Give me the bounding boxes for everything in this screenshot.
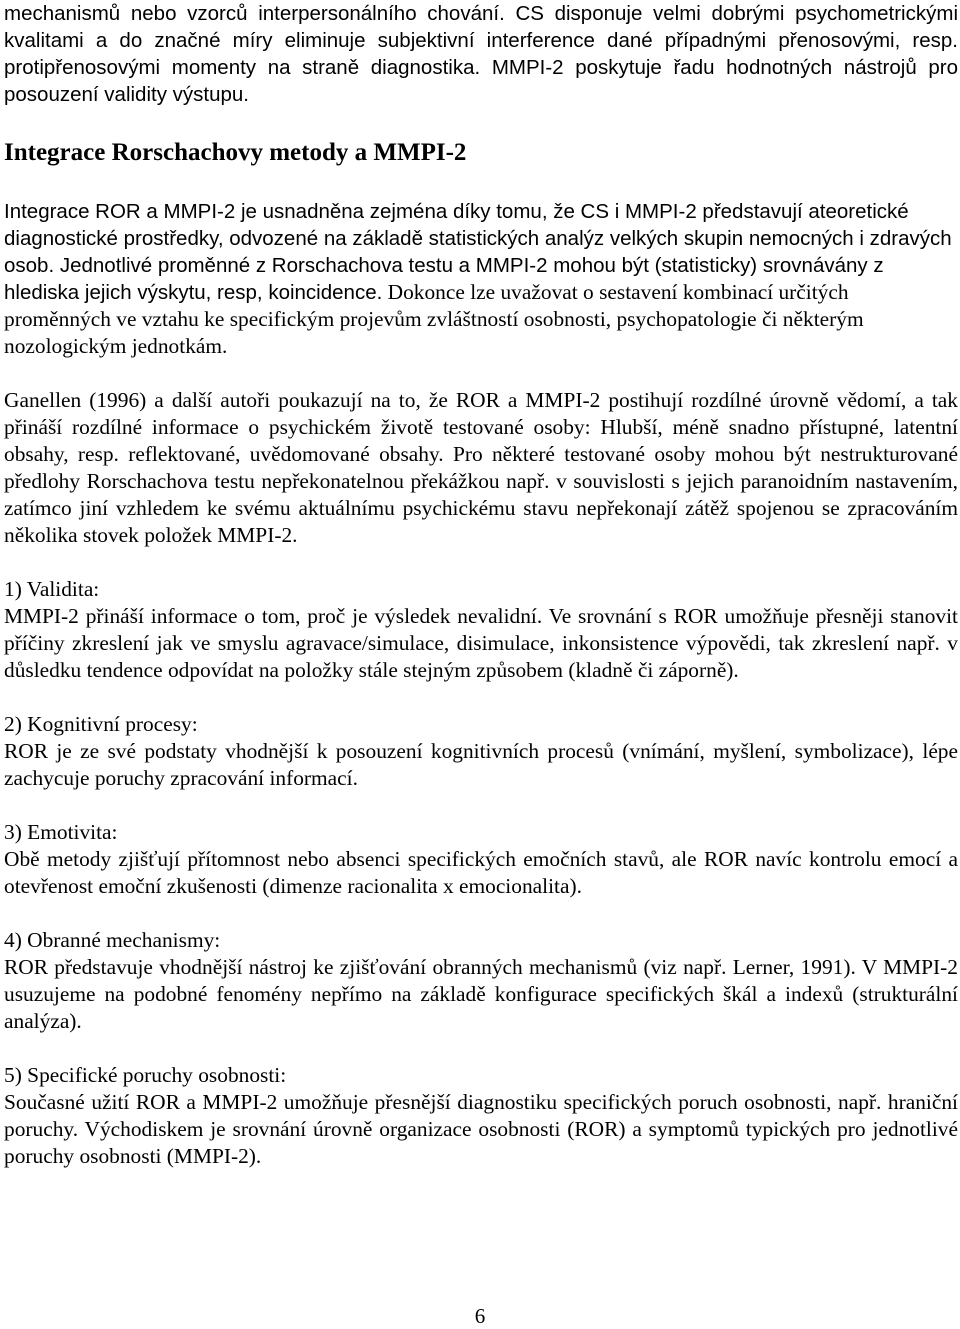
intro-paragraph: mechanismů nebo vzorců interpersonálního chování. CS disponuje velmi dobrými psychometrickými kvalitami a do značné míry eliminuje subjektivní interference dané případnými přenosovými, resp. protipřenosovými momenty na straně diagnostika. MMPI-2 poskytuje řadu hodnotných nástrojů pro posouzení validity výstupu. — [4, 2, 958, 106]
section-text: Obě metody zjišťují přítomnost nebo absenci specifických emočních stavů, ale ROR navíc kontrolu emocí a otevřenost emoční zkušenosti (dimenze racionalita x emocionalita). — [4, 847, 958, 898]
section-text: Současné užití ROR a MMPI-2 umožňuje přesnější diagnostiku specifických poruch osobnosti, např. hraniční poruchy. Východiskem je srovnání úrovně organizace osobnosti (ROR) a symptomů typických pro jednotlivé poruchy osobnosti (MMPI-2). — [4, 1090, 958, 1168]
section-personality-disorders — [4, 1062, 958, 1170]
paragraph-ganellen: Ganellen (1996) a další autoři poukazují na to, že ROR a MMPI-2 postihují rozdílné úrovně vědomí, a tak přináší rozdílné informace o psychickém životě testované osoby: Hlubší, méně snadno přístupné, latentní obsahy, resp. reflektované, uvědomované obsahy. Pro některé testované osoby mohou být nestrukturované předlohy Rorschachova testu nepřekonatelnou překážkou např. v souvislosti s jejich paranoidním nastavením, zatímco jiní vzhledem ke svému aktuálnímu psychickému stavu nepřekonají zátěž spojenou se zpracováním několika stovek položek MMPI-2. — [4, 388, 958, 547]
section-heading: Integrace Rorschachovy metody a MMPI-2 — [4, 139, 467, 166]
section-title: 3) Emotivita: — [4, 820, 118, 844]
section-text: ROR představuje vhodnější nástroj ke zjišťování obranných mechanismů (viz např. Lerner, 1991). V MMPI-2 usuzujeme na podobné fenomény nepřímo na základě konfigurace specifických škál a indexů (strukturální analýza). — [4, 955, 958, 1033]
section-title: 1) Validita: — [4, 577, 100, 601]
section-defense — [4, 927, 958, 1035]
page-number: 6 — [474, 1304, 486, 1328]
section-cognitive — [4, 711, 958, 792]
section-text: ROR je ze své podstaty vhodnější k posouzení kognitivních procesů (vnímání, myšlení, symbolizace), lépe zachycuje poruchy zpracování informací. — [4, 739, 958, 790]
document-page — [4, 0, 958, 1170]
section-validity — [4, 576, 958, 684]
paragraph-integration-serif: Dokonce lze uvažovat o sestavení kombinací určitých proměnných ve vztahu ke specifickým projevům zvláštností osobnosti, psychopatologie či některým nozologickým jednotkám. — [4, 280, 864, 358]
section-emotivity — [4, 819, 958, 900]
paragraph-integration — [4, 198, 958, 360]
section-title: 2) Kognitivní procesy: — [4, 712, 198, 736]
section-text: MMPI-2 přináší informace o tom, proč je výsledek nevalidní. Ve srovnání s ROR umožňuje přesněji stanovit příčiny zkreslení jak ve smyslu agravace/simulace, disimulace, inkonsistence výpovědi, tak zkreslení např. v důsledku tendence odpovídat na položky stále stejným způsobem (kladně či záporně). — [4, 604, 958, 682]
section-title: 5) Specifické poruchy osobnosti: — [4, 1063, 287, 1087]
paragraph-integration-sans: Integrace ROR a MMPI-2 je usnadněna zejména díky tomu, že CS i MMPI-2 představují ateoretické diagnostické prostředky, odvozené na základě statistických analýz velkých skupin nemocných i zdravých osob. Jednotlivé proměnné z Rorschachova testu a MMPI-2 mohou být (statisticky) srovnávány z hlediska jejich výskytu, resp, koincidence. — [4, 200, 952, 304]
section-title: 4) Obranné mechanismy: — [4, 928, 221, 952]
